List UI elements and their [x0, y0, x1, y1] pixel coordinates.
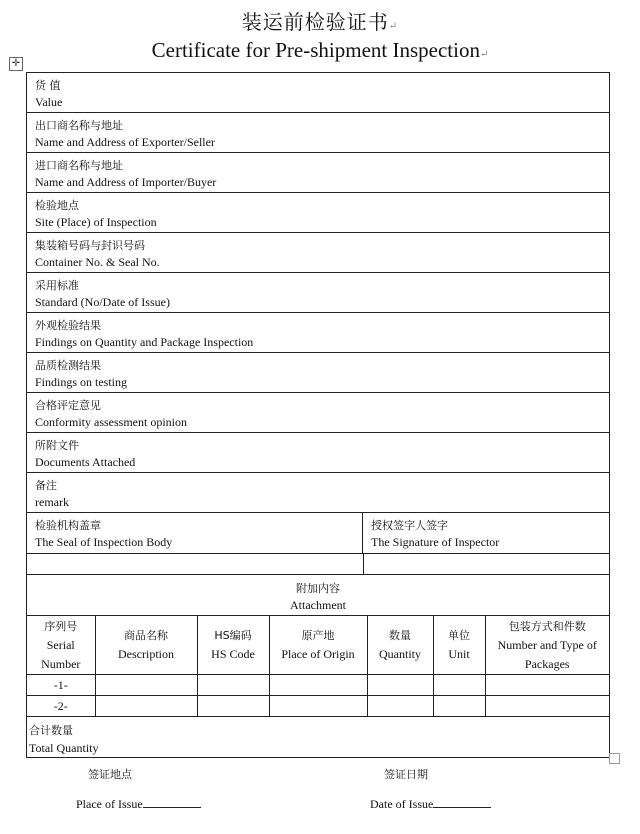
place-of-issue-cn: 签证地点	[88, 768, 132, 781]
col-hs-code: HS编码 HS Code	[197, 616, 269, 675]
row-standard: 采用标准 Standard (No/Date of Issue)	[27, 273, 609, 313]
table-row	[27, 675, 609, 696]
row-container: 集装箱号码与封识号码 Container No. & Seal No.	[27, 233, 609, 273]
seal-cell: 检验机构盖章 The Seal of Inspection Body	[27, 513, 363, 553]
col-quantity: 数量 Quantity	[367, 616, 433, 675]
serial-cell: -1-	[27, 675, 95, 696]
title-chinese: 装运前检验证书↵	[241, 12, 399, 34]
row-findings-quantity: 外观检验结果 Findings on Quantity and Package Inspection	[27, 313, 609, 353]
table-row	[27, 696, 609, 717]
col-serial: 序列号 Serial Number	[27, 616, 95, 675]
title-english: Certificate for Pre-shipment Inspection↵	[151, 38, 489, 62]
col-description: 商品名称 Description	[95, 616, 197, 675]
date-of-issue-cn: 签证日期	[384, 768, 428, 781]
row-site: 检验地点 Site (Place) of Inspection	[27, 193, 609, 233]
row-documents: 所附文件 Documents Attached	[27, 433, 609, 473]
attachment-header: 附加内容 Attachment	[27, 575, 609, 616]
col-origin: 原产地 Place of Origin	[269, 616, 367, 675]
row-exporter: 出口商名称与地址 Name and Address of Exporter/Seller	[27, 113, 609, 153]
row-total-quantity: 合计数量 Total Quantity	[29, 724, 99, 755]
row-value: 货 值 Value	[27, 73, 609, 113]
row-findings-testing: 品质检测结果 Findings on testing	[27, 353, 609, 393]
col-packages: 包装方式和件数 Number and Type of Packages	[485, 616, 609, 675]
attachment-table-header	[27, 616, 609, 675]
col-unit: 单位 Unit	[433, 616, 485, 675]
row-importer: 进口商名称与地址 Name and Address of Importer/Buyer	[27, 153, 609, 193]
place-of-issue-field[interactable]: Place of Issue	[76, 795, 201, 812]
certificate-table	[26, 72, 610, 758]
table-move-handle-icon[interactable]: ✛	[9, 57, 23, 71]
table-resize-handle[interactable]	[609, 753, 620, 764]
row-seal-signature	[27, 513, 609, 554]
row-remark: 备注 remark	[27, 473, 609, 513]
row-conformity: 合格评定意见 Conformity assessment opinion	[27, 393, 609, 433]
serial-cell: -2-	[27, 696, 95, 717]
attachment-table	[27, 616, 609, 717]
row-seal-blank	[27, 554, 609, 575]
date-of-issue-field[interactable]: Date of Issue	[370, 795, 491, 812]
signature-cell: 授权签字人签字 The Signature of Inspector	[371, 519, 500, 549]
